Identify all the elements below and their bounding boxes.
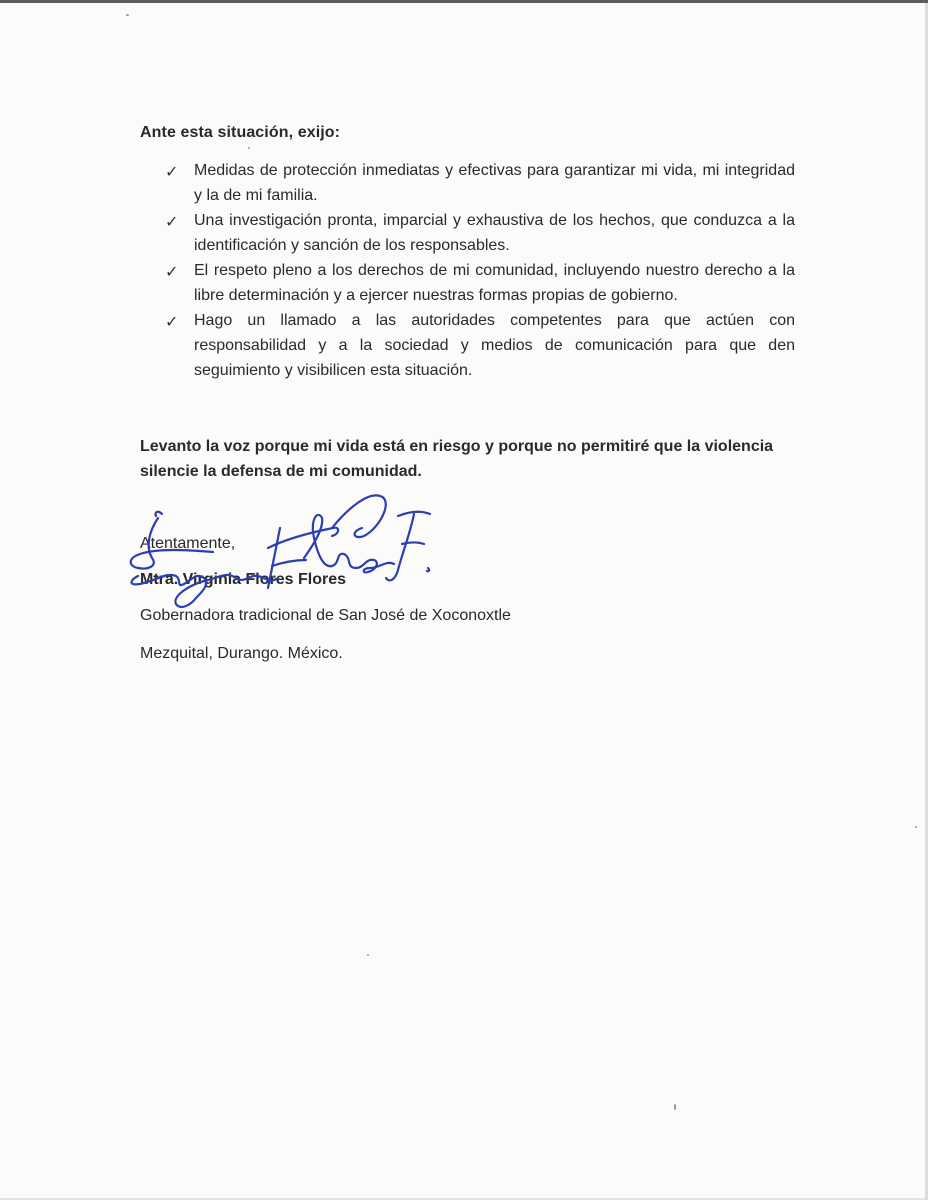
checkmark-icon: ✓ bbox=[165, 212, 179, 231]
demand-text: El respeto pleno a los derechos de mi comunidad, incluyendo nuestro derecho a la libre determinación y a ejercer nuestras formas propias de gobierno. bbox=[194, 262, 795, 304]
checkmark-icon: ✓ bbox=[165, 262, 179, 281]
demand-item bbox=[165, 158, 795, 208]
demand-item bbox=[165, 208, 795, 258]
demand-item bbox=[165, 258, 795, 308]
scan-speck bbox=[367, 954, 369, 956]
scan-speck bbox=[126, 14, 129, 16]
demand-item bbox=[165, 308, 795, 383]
scan-speck bbox=[674, 1104, 676, 1110]
checkmark-icon: ✓ bbox=[165, 312, 179, 331]
salutation: Atentamente, bbox=[140, 535, 236, 552]
demands-heading: Ante esta situación, exijo: bbox=[140, 124, 341, 141]
demands-list bbox=[165, 158, 795, 383]
closing-statement: Levanto la voz porque mi vida está en riesgo y porque no permitiré que la violencia silencie la defensa de mi comunidad. bbox=[140, 438, 774, 480]
scan-speck bbox=[248, 147, 250, 149]
page-top-edge bbox=[0, 0, 928, 3]
signer-role: Gobernadora tradicional de San José de Xoconoxtle bbox=[140, 607, 511, 624]
checkmark-icon: ✓ bbox=[165, 162, 179, 181]
scan-speck bbox=[915, 826, 917, 828]
signer-name: Mtra. Virginia Flores Flores bbox=[140, 571, 346, 588]
demand-text: Medidas de protección inmediatas y efectivas para garantizar mi vida, mi integridad y la de mi familia. bbox=[194, 162, 795, 204]
demand-text: Una investigación pronta, imparcial y exhaustiva de los hechos, que conduzca a la identificación y sanción de los responsables. bbox=[194, 212, 795, 254]
signer-location: Mezquital, Durango. México. bbox=[140, 645, 343, 662]
demand-text: Hago un llamado a las autoridades competentes para que actúen con responsabilidad y a la sociedad y medios de comunicación para que den seguimiento y visibilicen esta situación. bbox=[194, 312, 795, 379]
